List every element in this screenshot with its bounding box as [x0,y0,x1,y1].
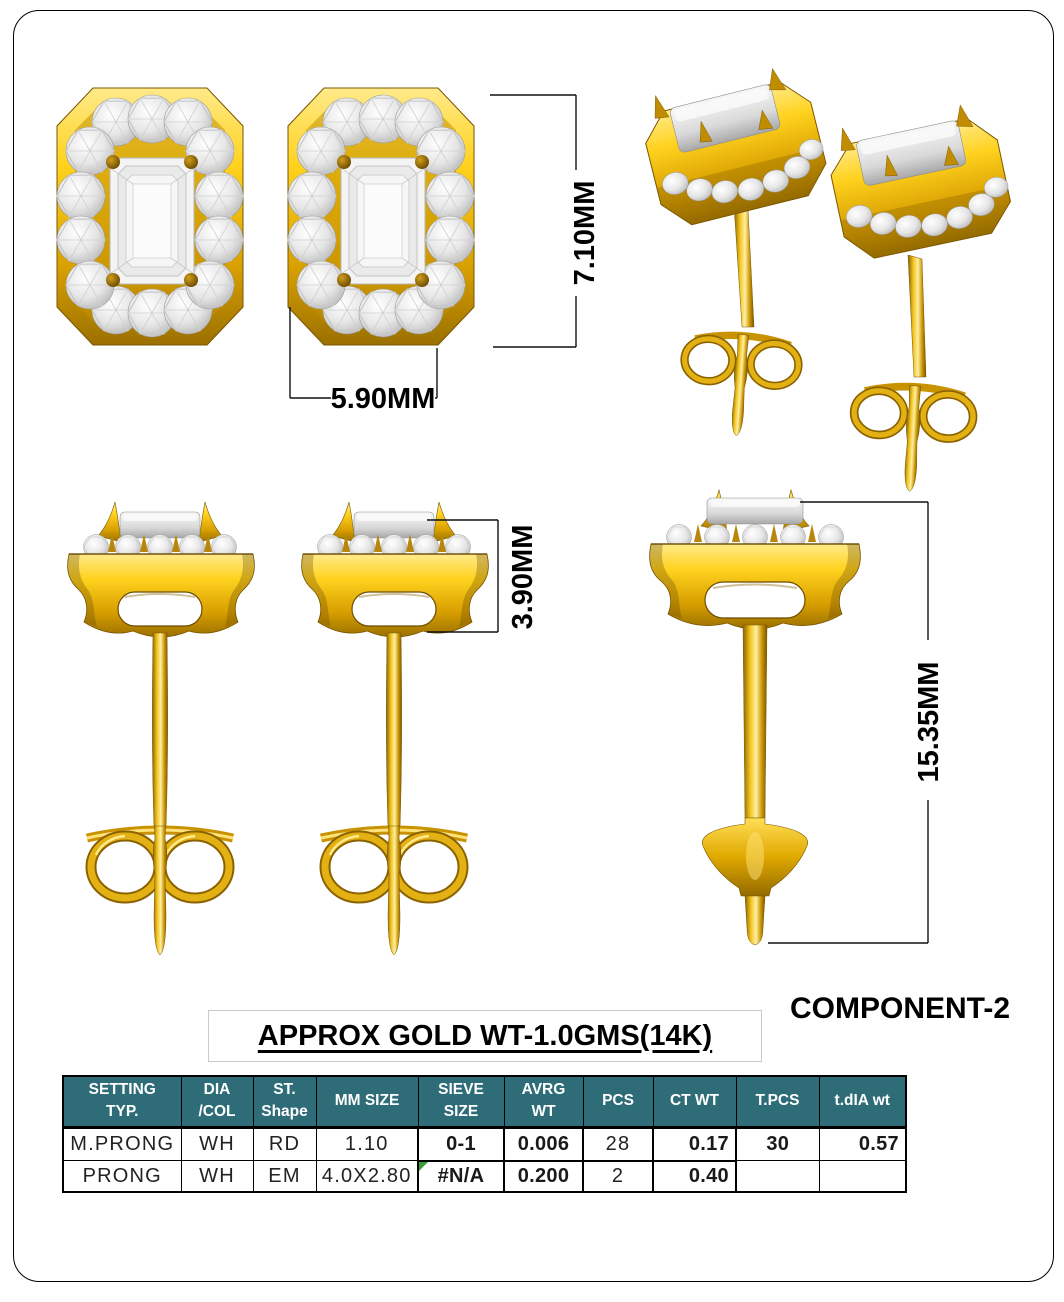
cell-t-dia-wt [819,1161,906,1192]
cell-setting: PRONG [63,1161,181,1192]
cell-avrg-wt: 0.200 [504,1161,583,1192]
cell-t-pcs: 30 [736,1127,819,1161]
col-ct-wt: CT WT [653,1076,736,1127]
table-header-row [63,1076,906,1127]
front-view-render-right [288,88,474,345]
table-row [63,1127,906,1161]
cell-pcs: 2 [583,1161,653,1192]
gold-weight-title-box [208,1010,762,1062]
col-t-pcs: T.PCS [736,1076,819,1127]
cell-ct-wt: 0.40 [653,1161,736,1192]
cell-shape: RD [253,1127,316,1161]
col-t-dia-wt: t.dIA wt [819,1076,906,1127]
cell-shape: EM [253,1161,316,1192]
cell-sieve: #N/A [418,1161,504,1192]
cell-pcs: 28 [583,1127,653,1161]
col-st-shape: ST. Shape [253,1076,316,1127]
side-view-render-left [68,502,255,955]
cell-dia-col: WH [181,1127,253,1161]
cell-setting: M.PRONG [63,1127,181,1161]
col-setting-typ: SETTING TYP. [63,1076,181,1127]
component-label: COMPONENT-2 [789,992,1011,1025]
gold-weight-title: APPROX GOLD WT-1.0GMS(14K) [257,1019,713,1052]
cell-avrg-wt: 0.006 [504,1127,583,1161]
dim-label-halo-height: 7.10MM [568,180,601,286]
stone-spec-table [62,1075,907,1193]
side-view-render-right [302,502,489,955]
col-mm-size: MM SIZE [316,1076,418,1127]
error-indicator [419,1162,428,1171]
col-avrg-wt: AVRG WT [504,1076,583,1127]
cell-t-dia-wt: 0.57 [819,1127,906,1161]
back-view-render-large [650,490,861,945]
cell-sieve: 0-1 [418,1127,504,1161]
cell-dia-col: WH [181,1161,253,1192]
col-pcs: PCS [583,1076,653,1127]
col-dia-col: DIA /COL [181,1076,253,1127]
front-view-render-left [57,88,243,345]
dim-label-halo-width: 5.90MM [330,382,436,415]
table-row [63,1161,906,1192]
dim-label-head-depth: 3.90MM [506,524,539,630]
perspective-render-pair [635,59,1017,494]
cell-mm-size: 1.10 [316,1127,418,1161]
col-sieve-size: SIEVE SIZE [418,1076,504,1127]
cell-t-pcs [736,1161,819,1192]
cell-ct-wt: 0.17 [653,1127,736,1161]
cell-mm-size: 4.0X2.80 [316,1161,418,1192]
dim-label-overall-length: 15.35MM [912,661,945,783]
